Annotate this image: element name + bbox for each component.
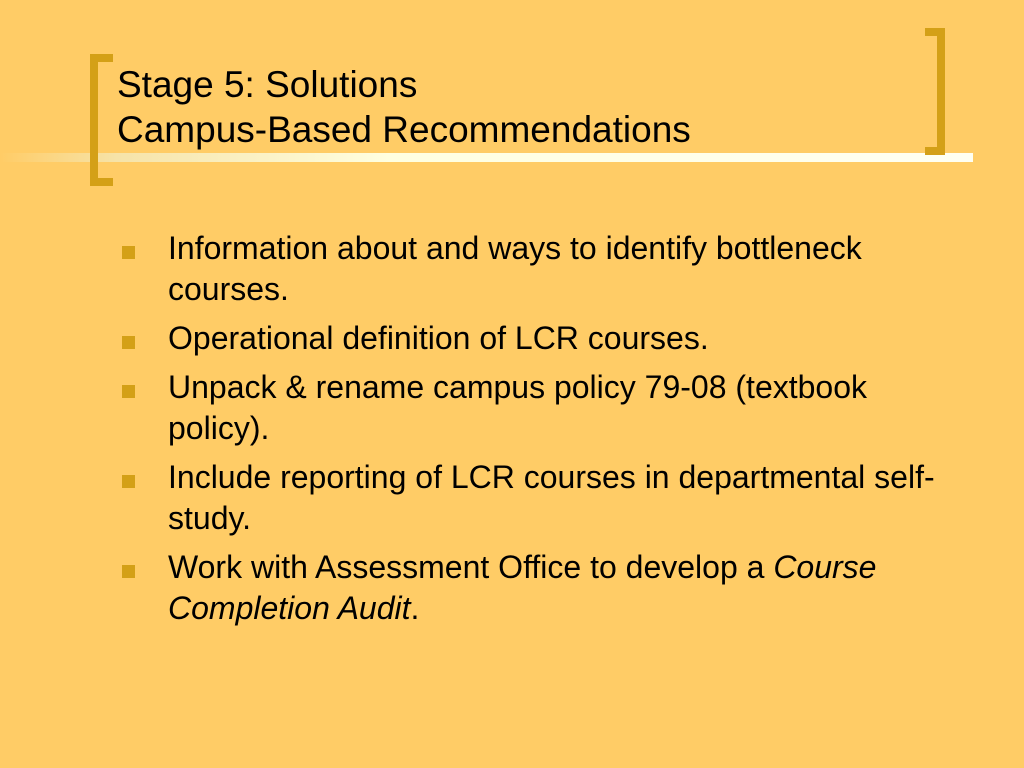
square-bullet-icon: [122, 565, 135, 578]
title-divider-rule: [0, 153, 973, 162]
bullet-text: Work with Assessment Office to develop a: [168, 549, 774, 585]
slide-title: [117, 62, 691, 152]
bullet-list: [116, 228, 936, 637]
right-bracket-top-cap: [925, 28, 945, 36]
bullet-text: Unpack & rename campus policy 79-08 (textbook policy).: [168, 369, 868, 446]
slide-title-line-2: Campus-Based Recommendations: [117, 109, 691, 150]
bullet-text: Information about and ways to identify bottleneck courses.: [168, 230, 862, 307]
square-bullet-icon: [122, 336, 135, 349]
right-bracket-bottom-cap: [925, 147, 945, 155]
bullet-text: Include reporting of LCR courses in departmental self-study.: [168, 459, 935, 536]
square-bullet-icon: [122, 475, 135, 488]
bullet-item: [116, 228, 936, 310]
left-bracket-top-cap: [90, 54, 113, 62]
left-bracket-bottom-cap: [90, 178, 113, 186]
bullet-item: [116, 457, 936, 539]
bullet-text: Operational definition of LCR courses.: [168, 320, 709, 356]
square-bullet-icon: [122, 246, 135, 259]
left-bracket-decoration: [90, 54, 98, 186]
bullet-emphasis-text: Course Completion Audit: [168, 549, 877, 626]
right-bracket-decoration: [937, 28, 945, 155]
bullet-item: [116, 318, 936, 359]
slide-title-line-1: Stage 5: Solutions: [117, 64, 418, 105]
bullet-trailing-text: .: [410, 590, 420, 626]
bullet-item: [116, 547, 936, 629]
bullet-item: [116, 367, 936, 449]
square-bullet-icon: [122, 385, 135, 398]
